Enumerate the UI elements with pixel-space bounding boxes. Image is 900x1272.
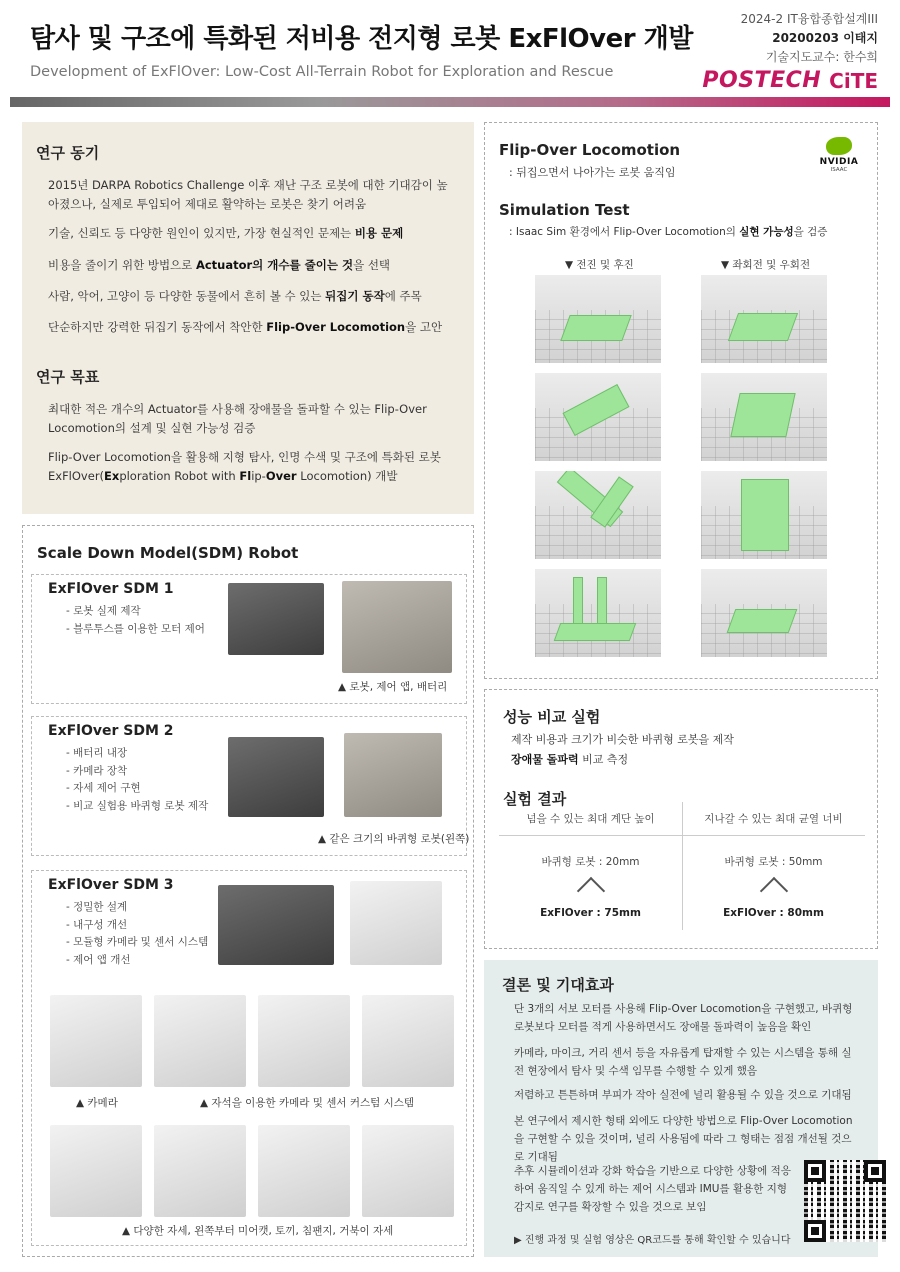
sdm-panel [22, 525, 474, 1257]
pose-chimp-photo [258, 1125, 350, 1217]
wheel-value: 바퀴형 로봇 : 20mm [541, 856, 640, 868]
result-col-step [499, 802, 682, 930]
sdm3-bullet: - 제어 앱 개선 [66, 952, 208, 970]
sdm2-bullet: - 자세 제어 구현 [66, 780, 208, 798]
sdm3-bullet: - 모듈형 카메라 및 센서 시스템 [66, 934, 208, 952]
system-caption: ▲ 자석을 이용한 카메라 및 센서 커스텀 시스템 [200, 1097, 415, 1109]
system-photo-3 [362, 995, 454, 1087]
motivation-heading: 연구 동기 [36, 144, 100, 162]
exflover-value: ExFlOver : 80mm [723, 907, 824, 919]
qr-note: ▶ 진행 과정 및 실험 영상은 QR코드를 통해 확인할 수 있습니다 [514, 1235, 791, 1246]
sdm3-bullet: - 내구성 개선 [66, 917, 208, 935]
sdm2-bullets [66, 745, 208, 815]
postech-logo-text: POSTECH [702, 68, 822, 93]
result-col-header: 지나갈 수 있는 최대 균열 너비 [682, 802, 865, 836]
sdm3-bullet: - 정밀한 설계 [66, 899, 208, 917]
sim-desc: : Isaac Sim 환경에서 Flip-Over Locomotion의 실현 가능성을 검증 [509, 226, 828, 238]
result-heading: 실험 결과 [503, 790, 567, 808]
sdm1-bullet: - 블루투스를 이용한 모터 제어 [66, 621, 205, 639]
motivation-panel [22, 122, 474, 514]
sdm2-caption: ▲ 같은 크기의 바퀴형 로봇(왼쪽) [318, 833, 470, 845]
conclusion-p4: 본 연구에서 제시한 형태 외에도 다양한 방법으로 Flip-Over Locomotion을 구현할 수 있을 것이며, 널리 사용됨에 따라 그 형태는 점점 개선될 것으로 기대됨 [514, 1115, 853, 1163]
sdm3-photo-image [350, 881, 442, 965]
sim-turn-1 [701, 275, 827, 363]
sdm2-title: ExFlOver SDM 2 [48, 723, 174, 739]
conclusion-p5: 추후 시뮬레이션과 강화 학습을 기반으로 다양한 상황에 적응하여 움직일 수 있게 하는 제어 시스템과 IMU를 활용한 지형 감지로 연구를 확장할 수 있을 것으로 보임 [514, 1165, 791, 1213]
sdm2-bullet: - 배터리 내장 [66, 745, 208, 763]
sdm2-bullet: - 비교 실험용 바퀴형 로봇 제작 [66, 798, 208, 816]
sdm1-photo-image [342, 581, 452, 673]
sdm1-box [31, 574, 467, 704]
conclusion-panel [484, 960, 878, 1257]
qr-finder-icon [864, 1160, 886, 1182]
sdm3-title: ExFlOver SDM 3 [48, 877, 174, 893]
flip-heading: Flip-Over Locomotion [499, 141, 681, 159]
sdm2-robot-image [228, 737, 324, 817]
pose-turtle-photo [362, 1125, 454, 1217]
pose-rabbit-photo [154, 1125, 246, 1217]
sim-forward-3 [535, 471, 661, 559]
poses-caption: ▲ 다양한 자세, 왼쪽부터 미어캣, 토끼, 침팬지, 거북이 자세 [122, 1225, 394, 1237]
sim-heading: Simulation Test [499, 201, 630, 219]
perf-p1: 제작 비용과 크기가 비슷한 바퀴형 로봇을 제작 [511, 733, 734, 746]
sdm1-robot-image [228, 583, 324, 655]
sdm2-box [31, 716, 470, 856]
qr-finder-icon [804, 1160, 826, 1182]
poster-title: 탐사 및 구조에 특화된 저비용 전지형 로봇 ExFlOver 개발 [30, 24, 693, 54]
qr-code[interactable] [804, 1160, 886, 1242]
goal-heading: 연구 목표 [36, 368, 100, 386]
student-label: 20200203 이태지 [772, 31, 878, 45]
nvidia-eye-icon [826, 137, 852, 155]
sim-turn-4 [701, 569, 827, 657]
camera-caption: ▲ 카메라 [76, 1097, 118, 1109]
result-col-header: 넘을 수 있는 최대 계단 높이 [499, 802, 682, 836]
cite-logo-text: CiTE [829, 68, 878, 93]
sim-turn-2 [701, 373, 827, 461]
sdm3-box [31, 870, 467, 1246]
motivation-p2: 기술, 신뢰도 등 다양한 원인이 있지만, 가장 현실적인 문제는 비용 문제 [48, 226, 404, 240]
isaac-label: ISAAC [830, 167, 848, 173]
sdm3-bullets [66, 899, 208, 969]
performance-panel [484, 689, 878, 949]
author-info [741, 10, 878, 67]
sdm3-robot-image [218, 885, 334, 965]
sim-forward-1 [535, 275, 661, 363]
motivation-p3: 비용을 줄이기 위한 방법으로 Actuator의 개수를 줄이는 것을 선택 [48, 258, 391, 272]
sdm1-bullets [66, 603, 205, 638]
exflover-value: ExFlOver : 75mm [540, 907, 641, 919]
sim-col2-label: ▼ 좌회전 및 우회전 [721, 259, 811, 271]
sim-col1-label: ▼ 전진 및 후진 [565, 259, 634, 271]
motivation-p5: 단순하지만 강력한 뒤집기 동작에서 착안한 Flip-Over Locomotion을 고안 [48, 320, 443, 334]
flip-over-panel [484, 122, 878, 679]
system-photo-2 [258, 995, 350, 1087]
flip-desc: : 뒤집으면서 나아가는 로봇 움직임 [509, 166, 676, 179]
conclusion-heading: 결론 및 기대효과 [502, 976, 614, 994]
sim-forward-4 [535, 569, 661, 657]
conclusion-p3: 저렴하고 튼튼하며 부피가 작아 실전에 널리 활용될 수 있을 것으로 기대됨 [514, 1089, 852, 1101]
motivation-p4: 사람, 악어, 고양이 등 다양한 동물에서 흔히 볼 수 있는 뒤집기 동작에 주목 [48, 289, 422, 303]
sdm1-title: ExFlOver SDM 1 [48, 581, 174, 597]
conclusion-p2: 카메라, 마이크, 거리 센서 등을 자유롭게 탑재할 수 있는 시스템을 통해 실전 현장에서 탐사 및 수색 임무를 수행할 수 있게 했음 [514, 1047, 852, 1077]
pose-meerkat-photo [50, 1125, 142, 1217]
postech-cite-logo [702, 68, 878, 93]
system-photo-1 [154, 995, 246, 1087]
nvidia-label: NVIDIA [819, 157, 859, 167]
sdm1-caption: ▲ 로봇, 제어 앱, 배터리 [338, 681, 448, 693]
sdm2-photo-image [344, 733, 442, 817]
motivation-p1: 2015년 DARPA Robotics Challenge 이후 재난 구조 로봇에 대한 기대감이 높아졌으나, 실제로 투입되어 제대로 활약하는 로봇은 찾기 어려움 [48, 178, 448, 211]
sim-turn-3 [701, 471, 827, 559]
goal-p1: 최대한 적은 개수의 Actuator를 사용해 장애물을 돌파할 수 있는 Flip-Over Locomotion의 설계 및 실현 가능성 검증 [48, 402, 427, 435]
result-table [499, 802, 865, 930]
nvidia-isaac-logo [815, 137, 863, 177]
poster-subtitle: Development of ExFlOver: Low-Cost All-Terrain Robot for Exploration and Rescue [30, 64, 614, 80]
camera-photo [50, 995, 142, 1087]
conclusion-p1: 단 3개의 서보 모터를 사용해 Flip-Over Locomotion을 구현했고, 바퀴형 로봇보다 모터를 적게 사용하면서도 장애물 돌파력이 높음을 확인 [514, 1003, 853, 1033]
sdm1-bullet: - 로봇 실제 제작 [66, 603, 205, 621]
perf-p2: 장애물 돌파력 비교 측정 [511, 753, 629, 766]
greater-than-icon [759, 877, 787, 905]
sdm2-bullet: - 카메라 장착 [66, 763, 208, 781]
advisor-label: 기술지도교수: 한수희 [765, 50, 878, 64]
perf-heading: 성능 비교 실험 [503, 708, 601, 726]
qr-finder-icon [804, 1220, 826, 1242]
goal-p2: Flip-Over Locomotion을 활용해 지형 탐사, 인명 수색 및 구조에 특화된 로봇 ExFlOver(Exploration Robot with Flip-Over Locomotion) 개발 [48, 450, 441, 483]
sdm-heading: Scale Down Model(SDM) Robot [37, 544, 299, 562]
header-gradient-bar [10, 97, 890, 107]
result-col-gap [682, 802, 865, 930]
course-label: 2024-2 IT융합종합설계III [740, 12, 878, 26]
wheel-value: 바퀴형 로봇 : 50mm [724, 856, 823, 868]
greater-than-icon [576, 877, 604, 905]
sim-forward-2 [535, 373, 661, 461]
